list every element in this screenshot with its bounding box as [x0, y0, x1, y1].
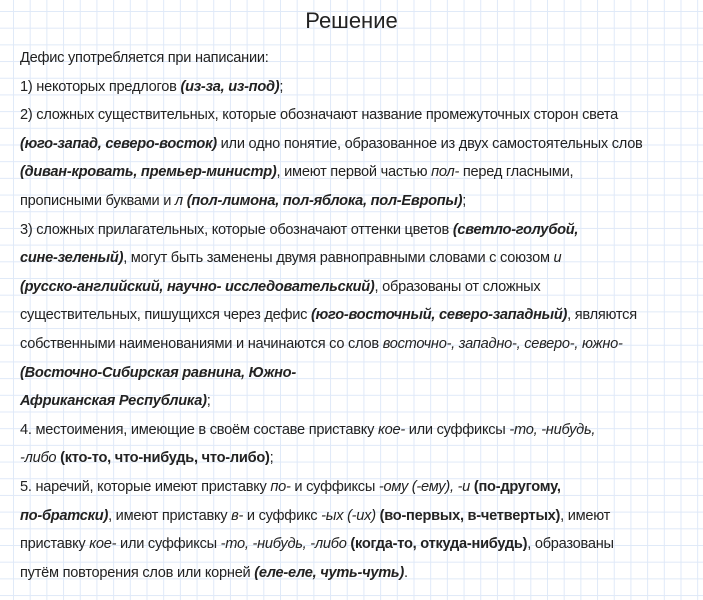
- text-segment: 4. местоимения, имеющие в своём составе приставку: [20, 421, 378, 438]
- text-line: [20, 244, 703, 273]
- example-text: пол-: [431, 164, 460, 181]
- example-text: (диван-кровать, премьер-министр): [20, 164, 277, 181]
- example-text: -ому (-ему), -и: [378, 478, 471, 495]
- text-line: [20, 416, 703, 445]
- solution-text: [20, 44, 703, 587]
- example-text: (русско-английский, научно- исследовательский): [20, 278, 375, 295]
- text-line: [20, 101, 703, 130]
- text-line: [20, 330, 703, 359]
- text-segment: 1) некоторых предлогов: [20, 78, 181, 95]
- text-segment: перед гласными,: [459, 164, 574, 181]
- example-text: (кто-то, что-нибудь, что-либо): [60, 450, 270, 467]
- page-title: Решение: [305, 8, 398, 33]
- text-segment: приставку: [20, 536, 90, 553]
- example-text: (Восточно-Сибирская равнина, Южно-: [20, 364, 296, 381]
- text-line: [20, 130, 703, 159]
- text-line: [20, 301, 703, 330]
- example-text: л: [174, 192, 183, 209]
- text-line: [20, 158, 703, 187]
- example-text: по-: [270, 478, 291, 495]
- text-segment: , могут быть заменены двумя равноправными словами с союзом: [123, 250, 554, 267]
- example-text: (пол-лимона, пол-яблока, пол-Европы): [186, 192, 463, 209]
- text-segment: , имеют первой частью: [276, 164, 432, 181]
- text-segment: Дефис употребляется при написании:: [20, 50, 269, 66]
- text-line: [20, 73, 703, 102]
- example-text: -то, -нибудь, -либо: [220, 536, 347, 553]
- text-segment: , являются: [567, 307, 637, 324]
- text-segment: , имеют приставку: [108, 507, 232, 524]
- example-text: (юго-восточный, северо-западный): [311, 307, 568, 324]
- text-line: [20, 273, 703, 302]
- text-segment: ;: [462, 192, 467, 209]
- text-segment: 3) сложных прилагательных, которые обозначают оттенки цветов: [20, 221, 453, 238]
- text-line: [20, 473, 703, 502]
- example-text: (из-за, из-под): [180, 78, 280, 95]
- text-segment: .: [403, 564, 408, 581]
- example-text: в-: [231, 507, 244, 524]
- example-text: (юго-запад, северо-восток): [20, 135, 217, 152]
- text-segment: путём повторения слов или корней: [20, 564, 255, 581]
- text-segment: и суффикс: [243, 507, 322, 524]
- text-segment: существительных, пишущихся через дефис: [20, 307, 312, 324]
- text-segment: ;: [269, 450, 274, 467]
- text-line: [20, 387, 703, 416]
- text-line: [20, 530, 703, 559]
- text-segment: ;: [279, 78, 284, 95]
- example-text: кое-: [89, 536, 117, 553]
- text-segment: , образованы: [527, 536, 614, 553]
- text-line: [20, 216, 703, 245]
- text-segment: , имеют: [560, 507, 611, 524]
- text-segment: или одно понятие, образованное из двух самостоятельных слов: [216, 135, 643, 152]
- example-text: (светло-голубой,: [452, 221, 579, 238]
- text-line: [20, 559, 703, 588]
- example-text: Африканская Республика): [20, 393, 207, 410]
- example-text: кое-: [377, 421, 405, 438]
- text-segment: 2) сложных существительных, которые обозначают название промежуточных сторон света: [20, 107, 618, 124]
- example-text: (во-первых, в-четвертых): [379, 507, 561, 524]
- text-line: [20, 44, 703, 73]
- text-line: [20, 359, 703, 388]
- text-segment: собственными наименованиями и начинаются со слов: [20, 335, 383, 352]
- text-segment: и суффиксы: [290, 478, 379, 495]
- text-segment: или суффиксы: [404, 421, 510, 438]
- text-segment: , образованы от сложных: [374, 278, 541, 295]
- example-text: восточно-, западно-, северо-, южно-: [382, 335, 623, 352]
- example-text: (еле-еле, чуть-чуть): [254, 564, 404, 581]
- text-line: [20, 187, 703, 216]
- text-line: [20, 444, 703, 473]
- example-text: сине-зеленый): [20, 250, 124, 267]
- text-segment: или суффиксы: [116, 536, 221, 553]
- example-text: -либо: [20, 450, 57, 467]
- example-text: (когда-то, откуда-нибудь): [350, 536, 528, 553]
- example-text: по-братски): [20, 507, 109, 524]
- text-line: [20, 502, 703, 531]
- example-text: и: [553, 250, 562, 267]
- text-segment: прописными буквами и: [20, 192, 175, 209]
- text-segment: 5. наречий, которые имеют приставку: [20, 478, 271, 495]
- example-text: (по-другому,: [473, 478, 561, 495]
- example-text: -ых (-их): [321, 507, 376, 524]
- example-text: -то, -нибудь,: [509, 421, 596, 438]
- text-segment: ;: [206, 393, 211, 410]
